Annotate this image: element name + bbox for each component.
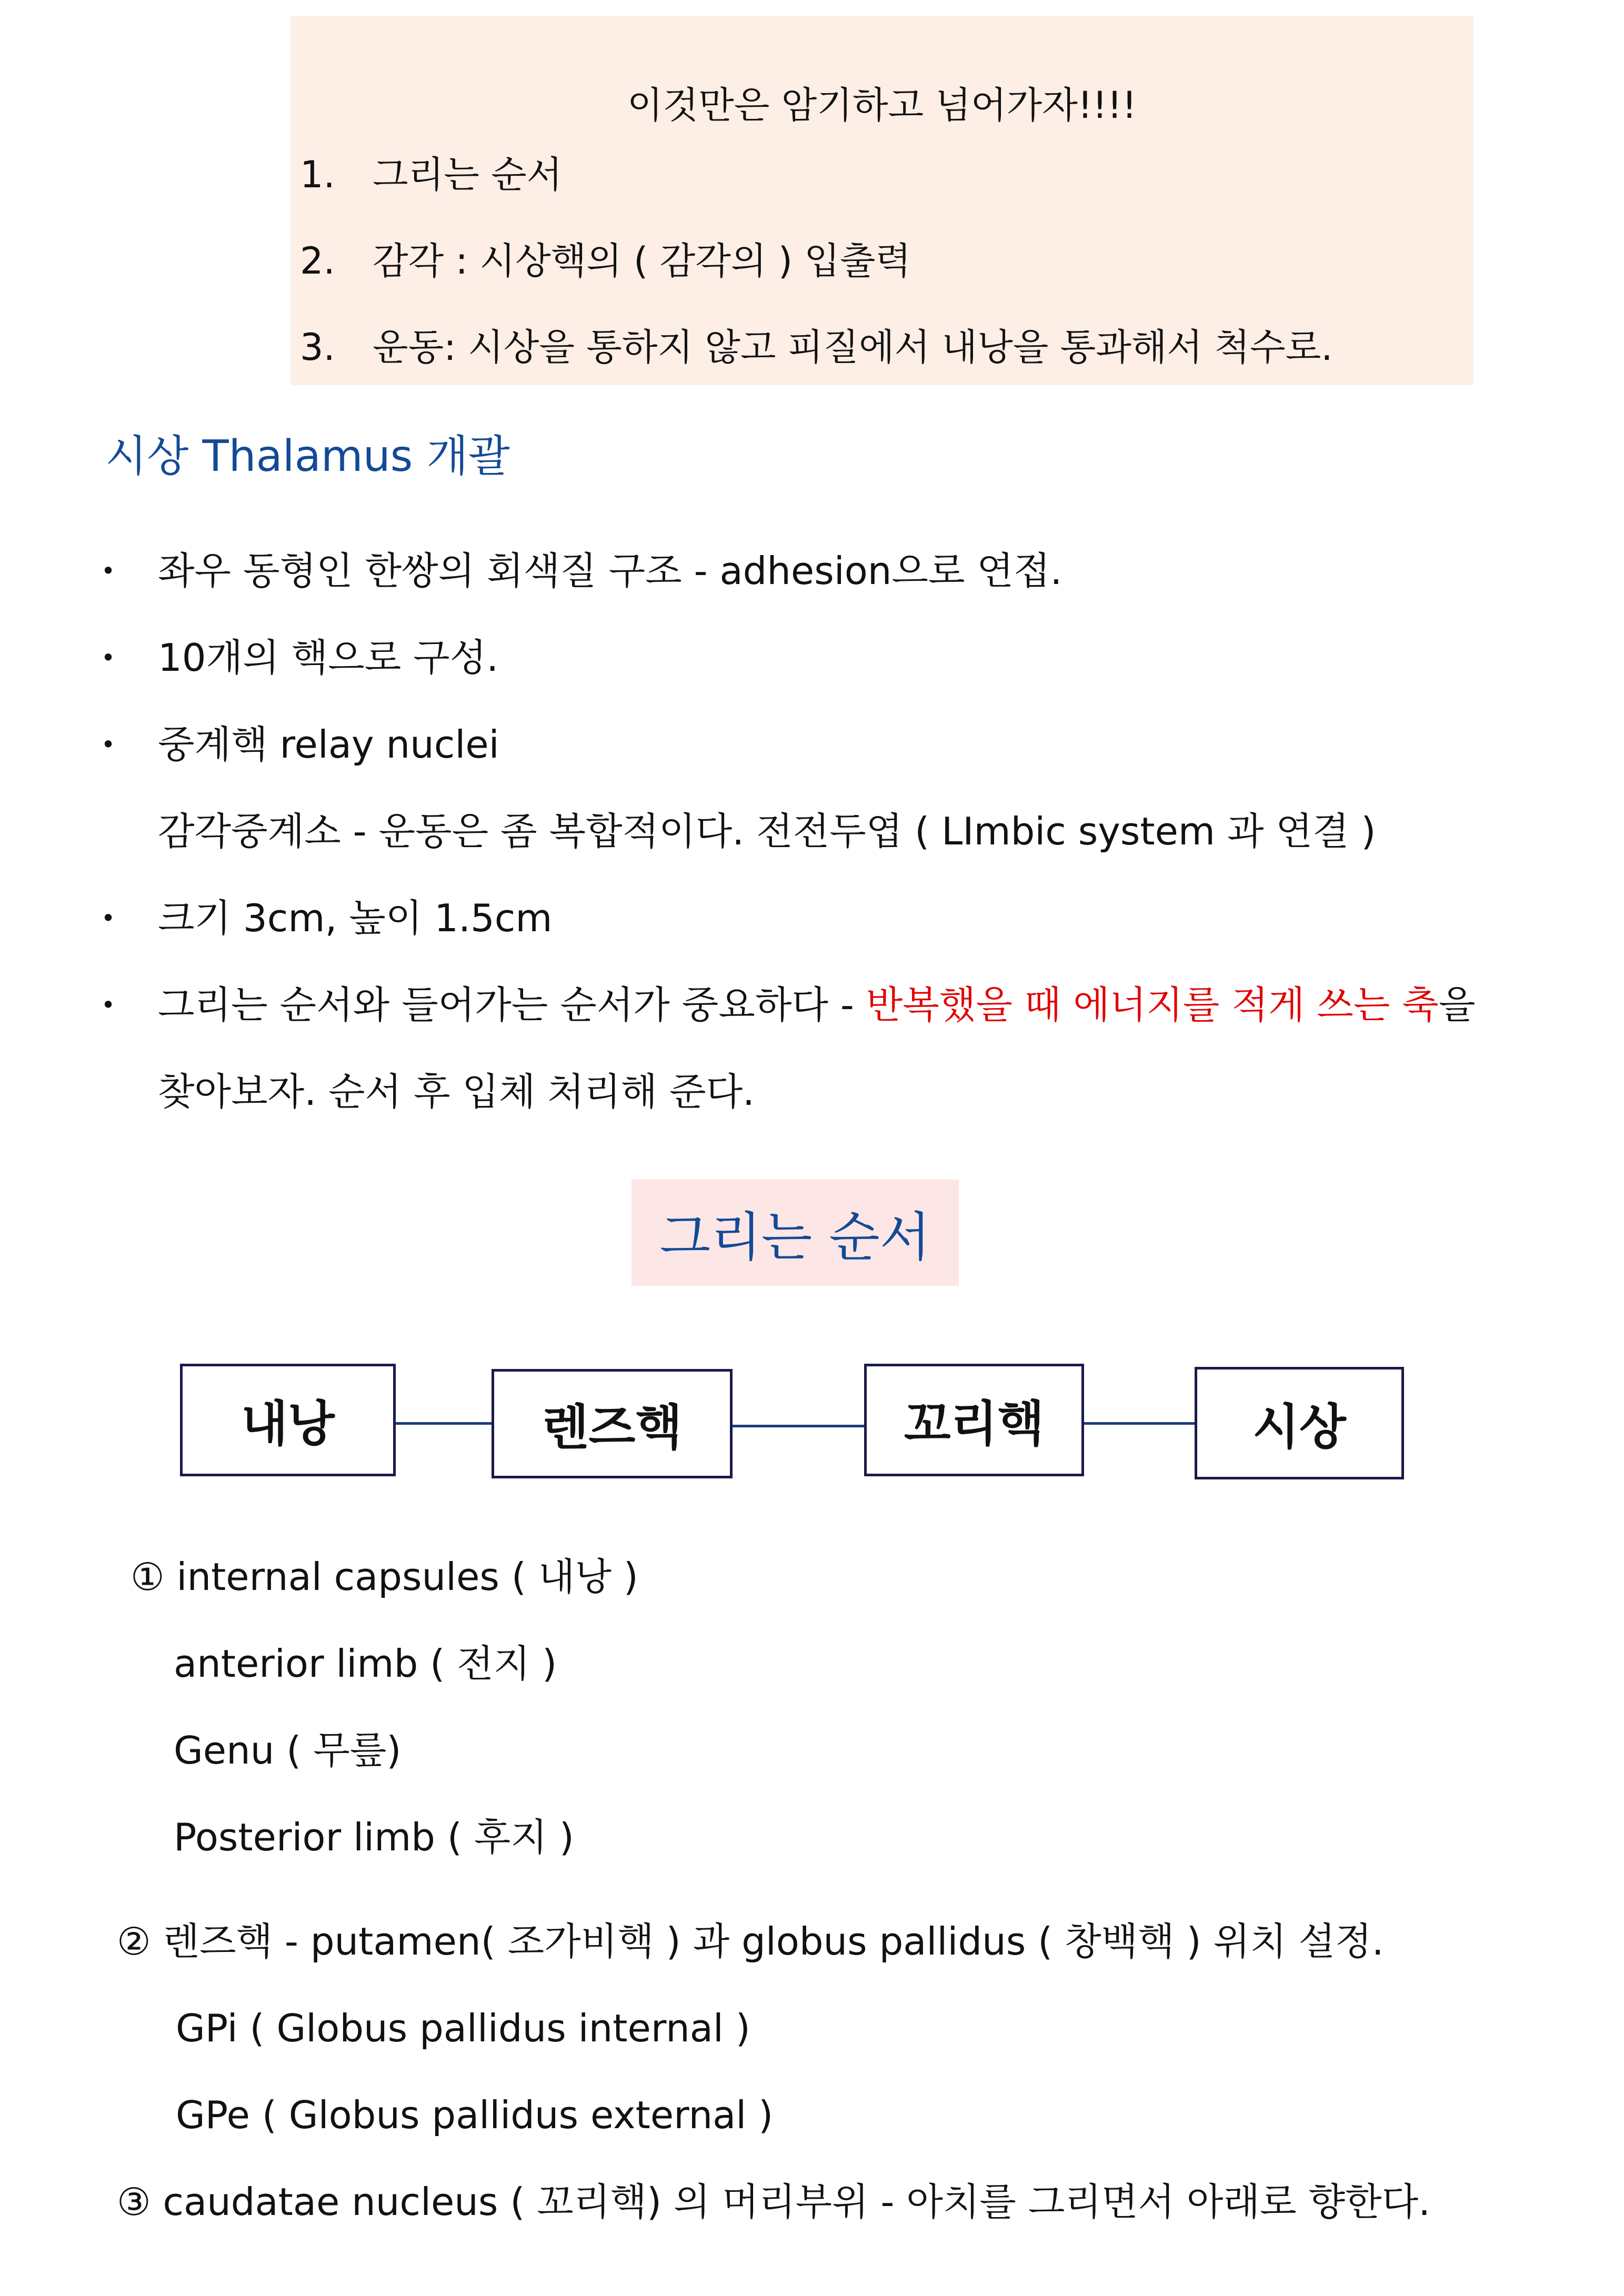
size-bullet: 크기 3cm, 높이 1.5cm [158, 896, 553, 940]
order-bullet [158, 983, 1475, 1027]
detail-item-1-sub-3: Posterior limb ( 후지 ) [174, 1815, 574, 1859]
flow-box-thalamus: 시상 [1195, 1367, 1404, 1479]
detail-item-2-heading: ② 렌즈핵 - putamen( 조가비핵 ) 과 globus pallidus ( 창백핵 ) 위치 설정. [117, 1919, 1384, 1963]
memo-item-3-number: 3. [300, 326, 335, 369]
detail-item-1-heading: ① internal capsules ( 내낭 ) [131, 1555, 638, 1599]
steps-title: 그리는 순서 [659, 1206, 931, 1268]
relay-continuation: 감각중계소 - 운동은 좀 복합적이다. 전전두엽 ( LImbic system 과 연결 ) [158, 809, 1376, 853]
flow-connector [396, 1422, 492, 1425]
steps-title-box [631, 1180, 959, 1286]
memo-item-2-number: 2. [300, 239, 335, 283]
bullet-dot-icon: • [101, 904, 116, 932]
memo-title: 이것만은 암기하고 넘어가자!!!! [627, 84, 1137, 127]
overview-bullet-2: 10개의 핵으로 구성. [158, 636, 499, 680]
bullet-dot-icon: • [101, 643, 116, 672]
overview-bullet-3: 중계핵 relay nuclei [158, 722, 499, 767]
overview-bullet-1: 좌우 동형인 한쌍의 회색질 구조 - adhesion으로 연접. [158, 549, 1062, 593]
order-bullet-suffix: 을 [1438, 983, 1476, 1027]
detail-item-1-sub-1: anterior limb ( 전지 ) [174, 1642, 557, 1686]
detail-item-3-heading: ③ caudatae nucleus ( 꼬리핵) 의 머리부위 - 아치를 그리면서 아래로 향한다. [117, 2180, 1431, 2224]
flow-box-internal-capsule: 내낭 [180, 1364, 396, 1476]
memo-item-1-number: 1. [300, 153, 335, 196]
order-bullet-prefix: 그리는 순서와 들어가는 순서가 중요하다 - [158, 983, 866, 1027]
flow-connector [1084, 1422, 1195, 1425]
memo-item-1-text: 그리는 순서 [373, 153, 563, 196]
flow-box-caudate-nucleus: 꼬리핵 [864, 1364, 1084, 1476]
memo-item-3-text: 운동: 시상을 통하지 않고 피질에서 내낭을 통과해서 척수로. [373, 326, 1333, 369]
bullet-dot-icon: • [101, 730, 116, 759]
order-bullet-highlight: 반복했을 때 에너지를 적게 쓰는 축 [866, 983, 1439, 1027]
memo-item-2-text: 감각 : 시상핵의 ( 감각의 ) 입출력 [373, 239, 911, 283]
detail-item-2-sub-2: GPe ( Globus pallidus external ) [176, 2093, 774, 2137]
bullet-dot-icon: • [101, 557, 116, 585]
bullet-dot-icon: • [101, 991, 116, 1019]
flow-connector [733, 1425, 864, 1427]
detail-item-1-sub-2: Genu ( 무릎) [174, 1728, 402, 1773]
order-continuation: 찾아보자. 순서 후 입체 처리해 준다. [158, 1070, 755, 1114]
overview-title: 시상 Thalamus 개괄 [105, 431, 510, 481]
flow-box-lentiform-nucleus: 렌즈핵 [492, 1369, 733, 1478]
detail-item-2-sub-1: GPi ( Globus pallidus internal ) [176, 2006, 750, 2050]
